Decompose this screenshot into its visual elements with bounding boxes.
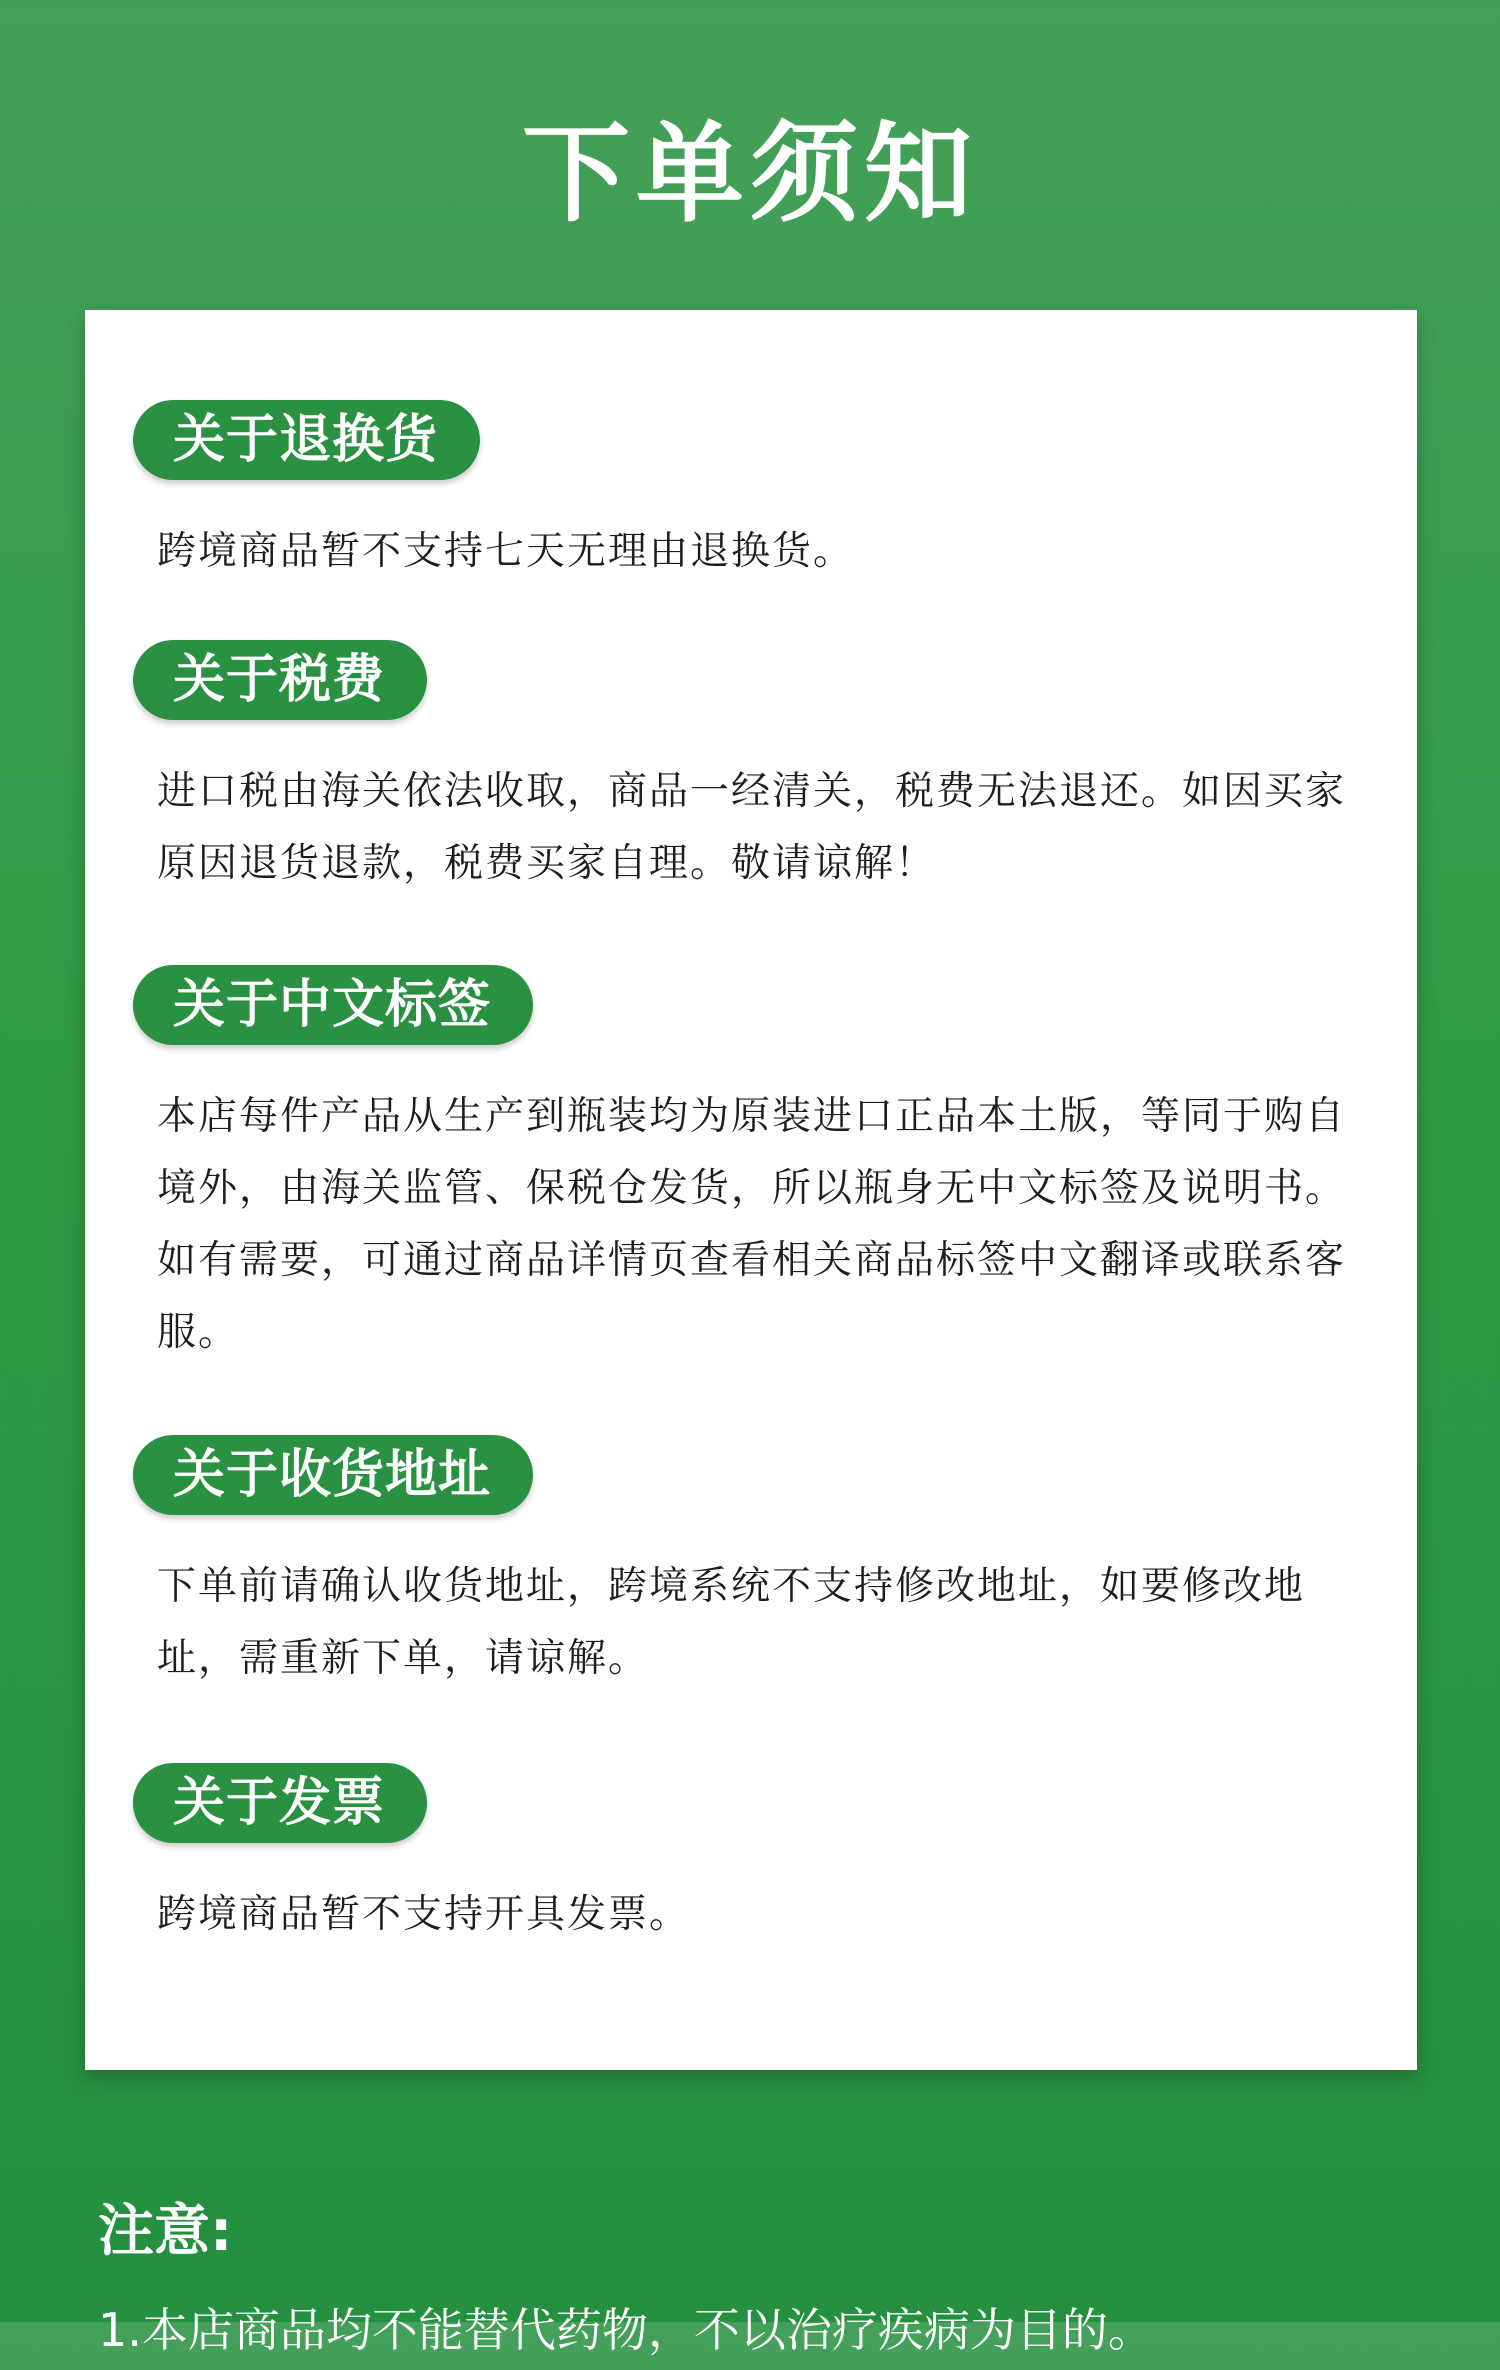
notice-card	[85, 310, 1417, 2070]
section-heading-chinese-label: 关于中文标签	[133, 965, 533, 1045]
section-body-returns: 跨境商品暂不支持七天无理由退换货。	[157, 529, 855, 574]
section-body-address: 下单前请确认收货地址，跨境系统不支持修改地址，如要修改地址，需重新下单，请谅解。	[157, 1564, 1306, 1681]
note-title: 注意:	[98, 2199, 233, 2264]
section-body-taxes: 进口税由海关依法收取，商品一经清关，税费无法退还。如因买家原因退货退款，税费买家自理。敬请谅解！	[157, 769, 1347, 886]
section-heading-address: 关于收货地址	[133, 1435, 533, 1515]
page-title: 下单须知	[521, 112, 978, 237]
section-heading-taxes: 关于税费	[133, 640, 427, 720]
section-address	[133, 1435, 1373, 1695]
section-invoice	[133, 1763, 1373, 1951]
section-returns	[133, 400, 1373, 588]
section-body-invoice: 跨境商品暂不支持开具发票。	[157, 1892, 691, 1937]
section-body-chinese-label: 本店每件产品从生产到瓶装均为原装进口正品本土版，等同于购自境外，由海关监管、保税仓发货，所以瓶身无中文标签及说明书。如有需要，可通过商品详情页查看相关商品标签中文翻译或联系客服。	[157, 1094, 1347, 1355]
section-heading-invoice: 关于发票	[133, 1763, 427, 1843]
section-taxes	[133, 640, 1373, 900]
section-chinese-label	[133, 965, 1373, 1369]
note-line-1: 1.本店商品均不能替代药物，不以治疗疾病为目的。	[98, 2303, 1154, 2357]
section-heading-returns: 关于退换货	[133, 400, 480, 480]
